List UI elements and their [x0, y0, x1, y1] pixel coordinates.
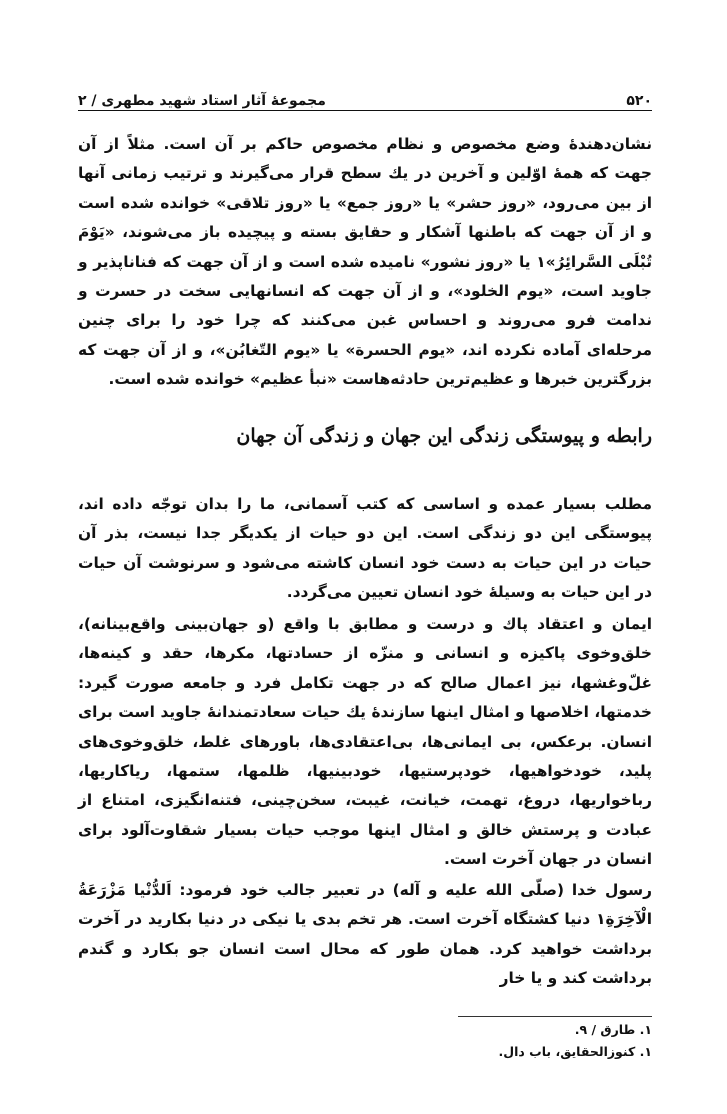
header-rule [78, 110, 652, 111]
footnotes [78, 1019, 652, 1063]
paragraph-4: رسول خدا (صلّی الله علیه و آله) در تعبیر جالب خود فرمود: اَلدُّنْیا مَزْرَعَةُ الْآخِرَةِ۱ دنیا کشتگاه آخرت است. هر تخم بدی یا نیکی در دنیا بکارید در آخرت برداشت خواهید کرد. همان طور که محال است انسان جو بکارد و گندم برداشت کند و یا خار [78, 881, 652, 988]
footnote-2: ۱. کنوزالحقایق، باب دال. [498, 1044, 652, 1059]
footnote-1: ۱. طارق / ۹. [574, 1022, 652, 1037]
running-title: مجموعهٔ آثار استاد شهید مطهری / ۲ [78, 93, 326, 109]
page-number: ۵۲۰ [626, 93, 652, 109]
section-heading: رابطه و پیوستگی زندگی این جهان و زندگی آن جهان [236, 425, 652, 447]
footnote-rule [458, 1016, 652, 1017]
paragraph-1: نشان‌دهندهٔ وضع مخصوص و نظام مخصوص حاکم بر آن است. مثلاً از آن جهت که همهٔ اوّلین و آخرین در یك سطح قرار می‌گیرند و ترتیب زمانی آنها از بین می‌رود، «روز حشر» یا «روز جمع» یا «روز تلاقی» خوانده شده است و از آن جهت که باطنها آشکار و حقایق بسته و پیچیده باز می‌شوند، «یَوْمَ تُبْلَی السَّرائِرُ»۱ یا «روز نشور» نامیده شده است و از آن جهت که فناناپذیر و جاوید است، «یوم الخلود»، و از آن جهت که انسانهایی سخت در حسرت و ندامت فرو می‌روند و احساس غبن می‌کنند که چرا خود را برای چنین مرحله‌ای آماده نکرده اند، «یوم الحسرة» یا «یوم التّغابُن»، و از آن جهت که بزرگترین خبرها و عظیم‌ترین حادثه‌هاست «نبأ عظیم» خوانده شده است. [78, 135, 652, 389]
paragraph-2: مطلب بسیار عمده و اساسی که کتب آسمانی، ما را بدان توجّه داده اند، پیوستگی این دو زندگی است. این دو حیات از یکدیگر جدا نیست، بذر آن حیات در این حیات به دست خود انسان کاشته می‌شود و سرنوشت آن حیات در این حیات به وسیلهٔ خود انسان تعیین می‌گردد. [78, 495, 652, 602]
paragraph-3: ایمان و اعتقاد پاك و درست و مطابق با واقع (و جهان‌بینی واقع‌بینانه)، خلق‌وخوی پاکیزه و انسانی و منزّه از حسادتها، مکرها، حقد و کینه‌ها، غلّ‌وغشها، نیز اعمال صالح که در جهت تکامل فرد و جامعه صورت گیرد: خدمتها، اخلاصها و امثال اینها سازندهٔ یك حیات سعادتمندانهٔ جاوید است برای انسان. برعکس، بی ایمانی‌ها، بی‌اعتقادی‌ها، باورهای غلط، خلق‌وخوی‌های پلید، خودخواهیها، خودپرستیها، خودبینیها، ظلمها، ستمها، ریاکاریها، رباخواریها، دروغ، تهمت، خیانت، غیبت، سخن‌چینی، فتنه‌انگیزی، امتناع از عبادت و پرستش خالق و امثال اینها موجب حیات بسیار شقاوت‌آلود برای انسان در جهان آخرت است. [78, 615, 652, 869]
running-header [78, 83, 652, 109]
